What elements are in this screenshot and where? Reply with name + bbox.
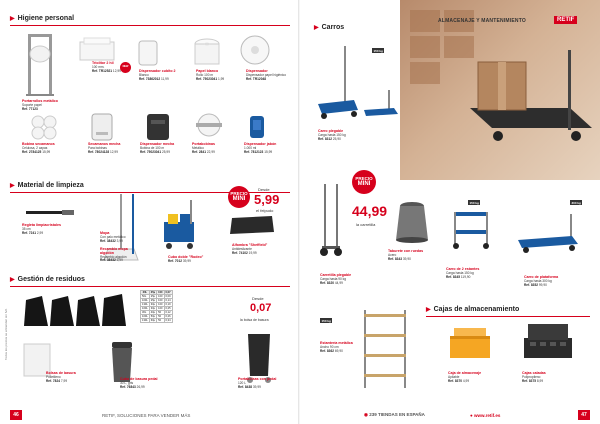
section-hygiene-title: ▶ Higiene personal bbox=[10, 15, 75, 22]
triangle-bullet-icon: ▶ bbox=[426, 307, 431, 313]
footer-text: RETIF, SOLUCIONES PARA VENDER MÁS bbox=[102, 413, 191, 418]
toilet-paper-roll-image bbox=[194, 38, 220, 68]
warehouse-photo bbox=[400, 0, 600, 180]
website-link[interactable]: ● www.retif.es bbox=[470, 413, 501, 418]
soap-dispenser-image bbox=[248, 114, 266, 140]
catalog-header: ALMACENAJE Y MANTENIMIENTO bbox=[438, 18, 526, 24]
storage-boxes-image bbox=[448, 322, 492, 362]
product-text: Bobina secamanos Celulosa, 2 capas Ref. 2784125 15,99 bbox=[22, 142, 55, 154]
folding-cart-small-image bbox=[362, 90, 400, 118]
price-mini-badge: PRECIO MINI bbox=[352, 170, 376, 194]
right-page bbox=[300, 0, 600, 424]
retif-logo: RETIF bbox=[554, 16, 577, 24]
cart-promo-note: la carretilla bbox=[356, 222, 376, 227]
product-text: Portabolsas con pedal 120 L Ref. 8438 39,99 bbox=[238, 377, 277, 389]
page-number: 46 bbox=[10, 410, 22, 420]
load-tag: 150 kg bbox=[373, 48, 383, 53]
product-text: Estantería metálica Ancho 90 cm Ref. 8362 69,90 bbox=[320, 341, 353, 353]
paper-pack-image bbox=[78, 36, 116, 62]
bag-promo-price: 0,07 bbox=[250, 302, 272, 314]
product-text: Carretilla plegable Carga hasta 90 kg Ref. 8320 44,99 bbox=[320, 273, 352, 285]
product-text: Mopa Con palo metálico Ref. 38432 3,99 bbox=[100, 231, 126, 243]
stores-footer: ◉ 239 TIENDAS EN ESPAÑA bbox=[364, 412, 425, 417]
squeegee-image bbox=[24, 206, 74, 220]
roll-holder-image bbox=[196, 112, 222, 138]
product-text: Dispensador cubito 2 Blanco Ref. 73862012 11,99 bbox=[139, 69, 176, 81]
bag-promo-note: la bolsa de basura bbox=[240, 318, 269, 322]
cart-promo-price: 44,99 bbox=[352, 203, 388, 219]
product-text: Papel blanco Rollo 100 m Ref. 75023041 1,99 bbox=[196, 69, 225, 81]
product-text: Carro de plataforma Carga hasta 300 kg Ref. 8352 99,90 bbox=[524, 275, 559, 287]
product-text: Recambio mopa algodón Recambio algodón Ref. 38432 3,99 bbox=[100, 247, 128, 263]
folding-cart-image bbox=[314, 44, 362, 120]
product-text: Secamanos mecha Para bobinas Ref. 78024128 12,99 bbox=[88, 142, 121, 154]
product-text: Bolsas de basura Polietileno Ref. 7824 7,99 bbox=[46, 371, 76, 383]
shelf-cart-image bbox=[450, 206, 492, 250]
product-text: Cubo doble "Rodeo" Ref. 7012 39,99 bbox=[168, 255, 204, 263]
globe-icon: ● bbox=[470, 413, 473, 418]
hand-truck-image bbox=[316, 184, 346, 258]
new-badge-icon: NEW bbox=[120, 62, 131, 73]
paper-roll-pack-image bbox=[30, 114, 58, 140]
paper-stand-image bbox=[22, 30, 58, 100]
product-text: Taburete con ruedas Acero Ref. 8343 39,90 bbox=[388, 249, 424, 261]
doormat-image bbox=[228, 214, 276, 236]
section-waste-title: ▶ Gestión de residuos bbox=[10, 276, 85, 283]
platform-cart-image bbox=[516, 214, 582, 254]
vat-note: Todos los precios se entienden sin IVA bbox=[4, 308, 8, 360]
product-text: Dispensador mecha Bobina de 100 m Ref. 75023041 25,99 bbox=[140, 142, 175, 154]
product-text: Carro de 2 estantes Carga hasta 150 kg Ref. 8345 119,90 bbox=[446, 267, 480, 279]
triangle-bullet-icon: ▶ bbox=[10, 183, 15, 189]
jumbo-roll-dispenser-image bbox=[240, 34, 270, 68]
page-number: 47 bbox=[578, 410, 590, 420]
product-text: Cajas caladas Polipropileno Ref. 8375 8,99 bbox=[522, 371, 546, 383]
promo-price: 5,99 bbox=[254, 192, 280, 207]
product-text: Carro plegable Carga hasta 150 kg Ref. 8312 25,90 bbox=[318, 129, 346, 141]
promo-note: el felpudo bbox=[256, 208, 274, 213]
desde-label: Desde bbox=[258, 187, 270, 192]
load-tag: 300 kg bbox=[571, 200, 581, 205]
crates-image bbox=[520, 320, 576, 362]
desde-label: Desde bbox=[252, 296, 264, 301]
section-carts-title: ▶ Carros bbox=[314, 24, 345, 31]
metal-shelving-image bbox=[362, 310, 408, 388]
load-tag: 150 kg bbox=[321, 318, 331, 323]
dispenser-white-image bbox=[138, 40, 158, 66]
section-divider bbox=[10, 25, 290, 26]
product-text: Triolitor 2 hil 100 mm. Ref. TR12521 12,99 bbox=[92, 61, 121, 73]
product-text: Dispensador Dispensador papel higiénico Ref. TR12048 bbox=[246, 69, 287, 81]
section-storage-title: ▶ Cajas de almacenamiento bbox=[426, 306, 520, 313]
section-divider bbox=[10, 286, 290, 287]
black-bags-image bbox=[22, 292, 128, 328]
step-stool-image bbox=[394, 200, 430, 244]
triangle-bullet-icon: ▶ bbox=[10, 16, 15, 22]
product-text: Cubo de basura pedal 30 L, gris Ref. 76843 26,99 bbox=[120, 377, 158, 389]
load-tag: 150 kg bbox=[469, 200, 479, 205]
product-text: Regleta limpiacristales 35 cm Ref. 7241 2,99 bbox=[22, 223, 61, 235]
black-dispenser-image bbox=[145, 112, 171, 142]
product-text: Portarrollos metálico Soporte papel Ref. 77123 bbox=[22, 99, 58, 111]
bag-size-table: 30L 25µ 100 0,07 50L 25µ 100 0,09 100L 25µ 100 0,14 130L 30µ 100 0,19 160L 30µ 100 0,25 30L 40µ 50 0,12 100L 50µ 50 0,26 130L 60µ 50 0,34 bbox=[142, 291, 171, 322]
section-divider bbox=[426, 316, 590, 317]
bucket-cart-image bbox=[160, 200, 200, 252]
product-text: Caja de almacenaje Apilable Ref. 8370 4,99 bbox=[448, 371, 482, 383]
triangle-bullet-icon: ▶ bbox=[10, 277, 15, 283]
location-pin-icon: ◉ bbox=[364, 412, 368, 417]
price-mini-badge: PRECIO MINI bbox=[228, 186, 250, 208]
section-cleaning-title: ▶ Material de limpieza bbox=[10, 182, 84, 189]
product-text: Alfombra "Sheffield" Antideslizante Ref. 74102 19,99 bbox=[232, 243, 268, 255]
product-text: Dispensador jabón 1.000 ml Ref. 7812123 15,99 bbox=[244, 142, 277, 154]
product-text: Portabobinas Metálico Ref. 2841 22,99 bbox=[192, 142, 215, 154]
hand-dryer-image bbox=[90, 112, 114, 142]
triangle-bullet-icon: ▶ bbox=[314, 25, 319, 31]
